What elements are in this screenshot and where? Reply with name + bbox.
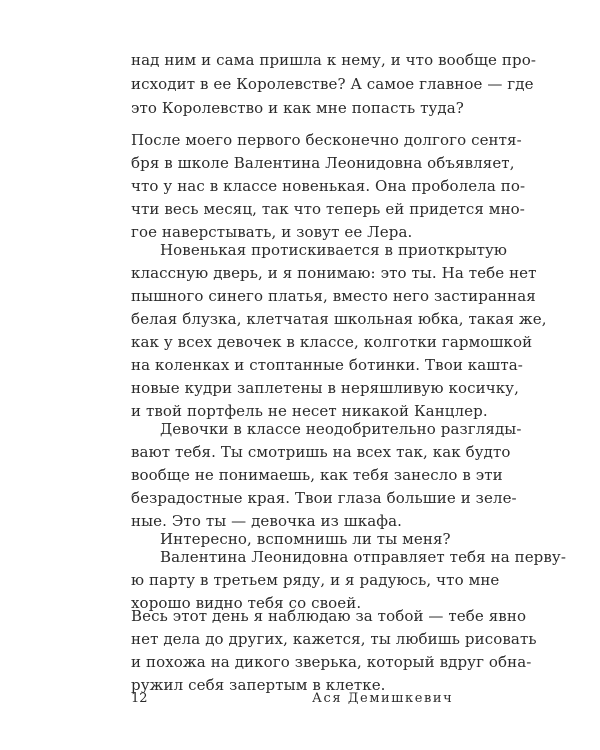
text-line: бря в школе Валентина Леонидовна объявляет, <box>131 154 515 172</box>
text-line: как у всех девочек в классе, колготки гармошкой <box>131 333 533 351</box>
text-line: Интересно, вспомнишь ли ты меня? <box>160 530 451 548</box>
text-line: что у нас в классе новенькая. Она проболела по- <box>131 177 526 195</box>
text-line: над ним и сама пришла к нему, и что вообще про- <box>131 51 536 69</box>
text-line: нет дела до других, кажется, ты любишь рисовать <box>131 630 537 648</box>
running-head-author: Ася Демишкевич <box>312 691 454 706</box>
text-line: новые кудри заплетены в неряшливую косичку, <box>131 379 519 397</box>
text-line: исходит в ее Королевстве? А самое главное — где <box>131 75 534 93</box>
text-line: гое наверстывать, и зовут ее Лера. <box>131 223 413 241</box>
text-line: ружил себя запертым в клетке. <box>131 676 386 694</box>
text-line: ные. Это ты — девочка из шкафа. <box>131 512 403 530</box>
text-line: это Королевство и как мне попасть туда? <box>131 99 464 117</box>
text-line: хорошо видно тебя со своей. <box>131 594 362 612</box>
text-line: После моего первого бесконечно долгого сентя- <box>131 131 522 149</box>
text-line: безрадостные края. Твои глаза большие и зеле- <box>131 489 517 507</box>
text-line: классную дверь, и я понимаю: это ты. На тебе нет <box>131 264 537 282</box>
text-line: белая блузка, клетчатая школьная юбка, такая же, <box>131 310 547 328</box>
text-line: Весь этот день я наблюдаю за тобой — тебе явно <box>131 607 527 625</box>
text-line: Девочки в классе неодобрительно разгляды- <box>160 420 522 438</box>
text-line: и твой портфель не несет никакой Канцлер. <box>131 402 488 420</box>
text-line: ю парту в третьем ряду, и я радуюсь, что мне <box>131 571 500 589</box>
text-line: Новенькая протискивается в приоткрытую <box>160 241 508 259</box>
text-line: и похожа на дикого зверька, который вдруг обна- <box>131 653 532 671</box>
text-line: на коленках и стоптанные ботинки. Твои кашта- <box>131 356 523 374</box>
text-line: пышного синего платья, вместо него застиранная <box>131 287 536 305</box>
text-line: вают тебя. Ты смотришь на всех так, как будто <box>131 443 511 461</box>
text-line: чти весь месяц, так что теперь ей придется мно- <box>131 200 525 218</box>
text-line: Валентина Леонидовна отправляет тебя на перву- <box>160 548 567 566</box>
text-line: вообще не понимаешь, как тебя занесло в эти <box>131 466 503 484</box>
page-number: 12 <box>131 691 148 706</box>
